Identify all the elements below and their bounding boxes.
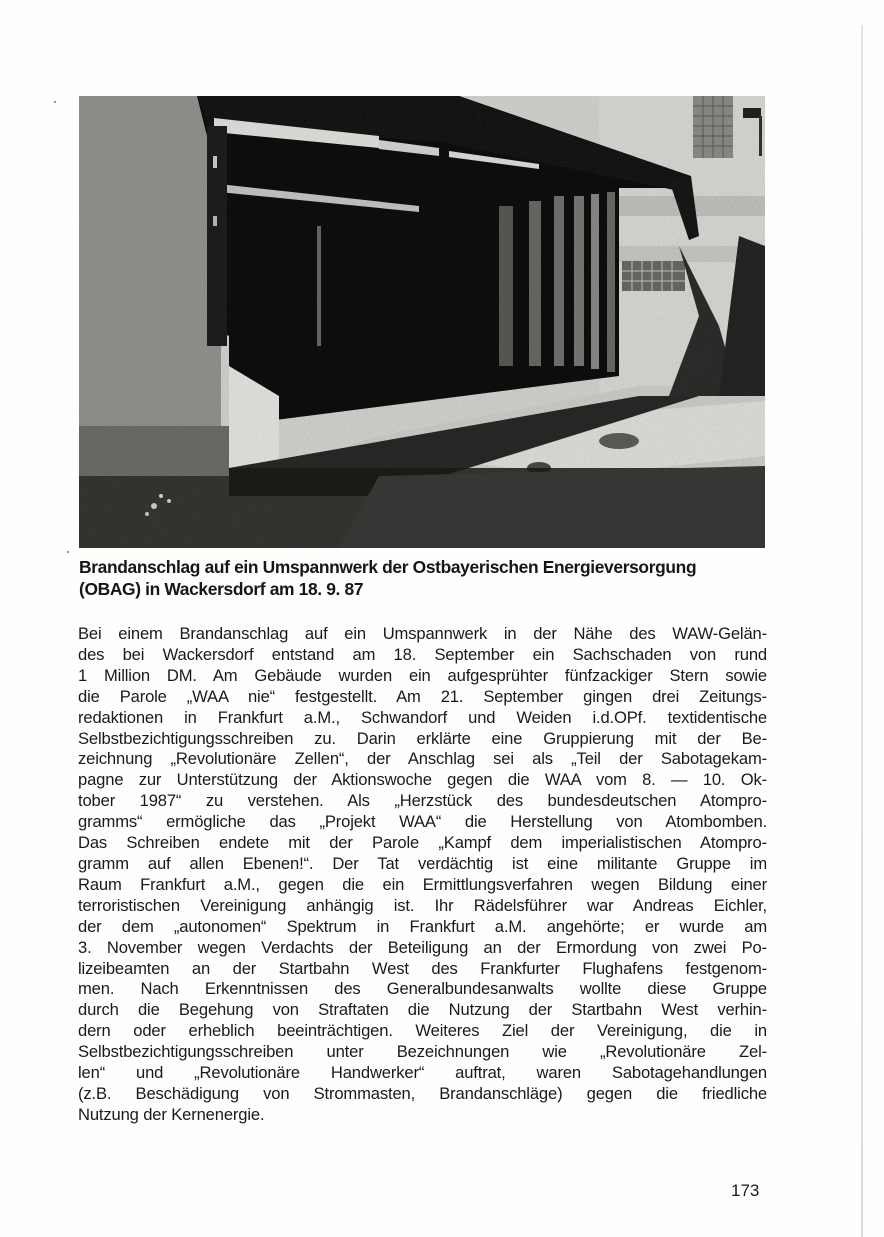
page-edge-shadow: [861, 25, 863, 1237]
scan-speck: [67, 551, 69, 553]
body-line: des bei Wackersdorf entstand am 18. September ein Sachschaden von rund: [78, 644, 767, 664]
body-paragraph: [78, 624, 767, 1126]
body-line: Selbstbezichtigungsschreiben zu. Darin erklärte eine Gruppierung mit der Be-: [78, 728, 767, 748]
body-line: gramms“ ermögliche das „Projekt WAA“ die Herstellung von Atombomben.: [78, 812, 767, 832]
body-line: len“ und „Revolutionäre Handwerker“ auftrat, waren Sabotagehandlungen: [78, 1063, 767, 1083]
body-line: 1 Million DM. Am Gebäude wurden ein aufgesprühter fünfzackiger Stern sowie: [78, 665, 767, 685]
body-line: die Parole „WAA nie“ festgestellt. Am 21. September gingen drei Zeitungs-: [78, 686, 767, 706]
body-line: Bei einem Brandanschlag auf ein Umspannwerk in der Nähe des WAW-Gelän-: [78, 624, 767, 643]
body-line: men. Nach Erkenntnissen des Generalbundesanwalts wollte diese Gruppe: [78, 979, 767, 999]
caption-line: Brandanschlag auf ein Umspannwerk der Ostbayerischen Energieversorgung: [79, 557, 697, 577]
body-line: durch die Begehung von Straftaten die Nutzung der Startbahn West verhin-: [78, 1000, 767, 1020]
body-line: (z.B. Beschädigung von Strommasten, Brandanschläge) gegen die friedliche: [78, 1083, 767, 1103]
body-line: tober 1987“ zu verstehen. Als „Herzstück des bundesdeutschen Atompro-: [78, 791, 767, 811]
body-line: gramm auf allen Ebenen!“. Der Tat verdächtig ist eine militante Gruppe im: [78, 853, 767, 873]
photo-caption: [79, 556, 769, 600]
body-line: dern oder erheblich beeinträchtigen. Weiteres Ziel der Vereinigung, die in: [78, 1021, 767, 1041]
body-line: Selbstbezichtigungsschreiben unter Bezeichnungen wie „Revolutionäre Zel-: [78, 1042, 767, 1062]
page-number: 173: [731, 1181, 760, 1200]
body-line: zeichnung „Revolutionäre Zellen“, der Anschlag sei als „Teil der Sabotagekam-: [78, 749, 767, 769]
body-line: terroristischen Vereinigung anhängig ist. Ihr Rädelsführer war Andreas Eichler,: [78, 895, 767, 915]
body-line: Das Schreiben endete mit der Parole „Kampf dem imperialistischen Atompro-: [78, 833, 767, 853]
body-line: redaktionen in Frankfurt a.M., Schwandorf und Weiden i.d.OPf. textidentische: [78, 707, 767, 727]
scan-speck: [54, 101, 56, 103]
body-line: lizeibeamten an der Startbahn West des Frankfurter Flughafens festgenom-: [78, 958, 767, 978]
body-line: Nutzung der Kernenergie.: [78, 1104, 265, 1124]
photo-burned-substation: [79, 96, 765, 548]
caption-line: (OBAG) in Wackersdorf am 18. 9. 87: [79, 579, 364, 599]
body-line: 3. November wegen Verdachts der Beteiligung an der Ermordung von zwei Po-: [78, 937, 767, 957]
body-line: der dem „autonomen“ Spektrum in Frankfurt a.M. angehörte; er wurde am: [78, 916, 767, 936]
body-line: Raum Frankfurt a.M., gegen die ein Ermittlungsverfahren wegen Bildung einer: [78, 874, 767, 894]
body-line: pagne zur Unterstützung der Aktionswoche gegen die WAA vom 8. — 10. Ok-: [78, 770, 767, 790]
